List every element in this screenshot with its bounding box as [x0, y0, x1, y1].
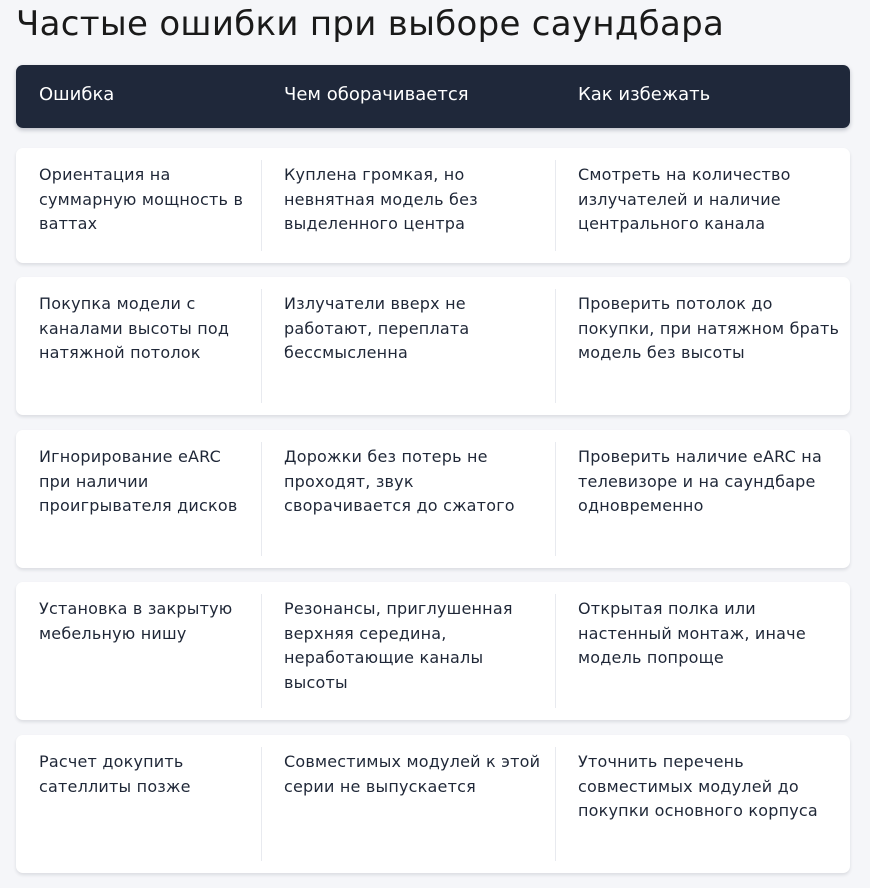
- column-divider: [261, 442, 262, 556]
- column-divider: [261, 747, 262, 861]
- cell-mistake: Покупка модели с каналами высоты под натяжной потолок: [39, 294, 230, 362]
- cell-consequence: Излучатели вверх не работают, переплата бессмысленна: [284, 294, 470, 362]
- column-divider: [555, 747, 556, 861]
- cell-consequence: Куплена громкая, но невнятная модель без выделенного центра: [284, 165, 478, 233]
- cell-mistake: Ориентация на суммарную мощность в ваттах: [39, 165, 244, 233]
- column-header-avoid: Как избежать: [578, 84, 711, 105]
- cell-mistake: Установка в закрытую мебельную нишу: [39, 599, 233, 643]
- cell-avoid: Смотреть на количество излучателей и наличие центрального канала: [578, 165, 791, 233]
- column-divider: [261, 594, 262, 708]
- table-row: [16, 582, 850, 720]
- cell-consequence: Совместимых модулей к этой серии не выпускается: [284, 752, 541, 796]
- column-header-consequence: Чем оборачивается: [284, 84, 469, 105]
- table-row: [16, 277, 850, 415]
- column-divider: [555, 442, 556, 556]
- cell-avoid: Открытая полка или настенный монтаж, иначе модель попроще: [578, 599, 806, 667]
- cell-avoid: Проверить наличие eARC на телевизоре и на саундбаре одновременно: [578, 447, 822, 515]
- cell-mistake: Расчет докупить сателлиты позже: [39, 752, 191, 796]
- cell-consequence: Резонансы, приглушенная верхняя середина, неработающие каналы высоты: [284, 599, 513, 692]
- column-divider: [555, 160, 556, 251]
- column-header-mistake: Ошибка: [39, 84, 115, 105]
- column-divider: [261, 160, 262, 251]
- column-divider: [555, 289, 556, 403]
- table-row: [16, 430, 850, 568]
- table-header: [16, 65, 850, 128]
- column-divider: [555, 594, 556, 708]
- column-divider: [261, 289, 262, 403]
- table-row: [16, 148, 850, 263]
- cell-consequence: Дорожки без потерь не проходят, звук сворачивается до сжатого: [284, 447, 515, 515]
- page-title: Частые ошибки при выборе саундбара: [16, 4, 725, 44]
- table-row: [16, 735, 850, 873]
- cell-mistake: Игнорирование eARC при наличии проигрывателя дисков: [39, 447, 238, 515]
- cell-avoid: Уточнить перечень совместимых модулей до покупки основного корпуса: [578, 752, 818, 820]
- cell-avoid: Проверить потолок до покупки, при натяжном брать модель без высоты: [578, 294, 840, 362]
